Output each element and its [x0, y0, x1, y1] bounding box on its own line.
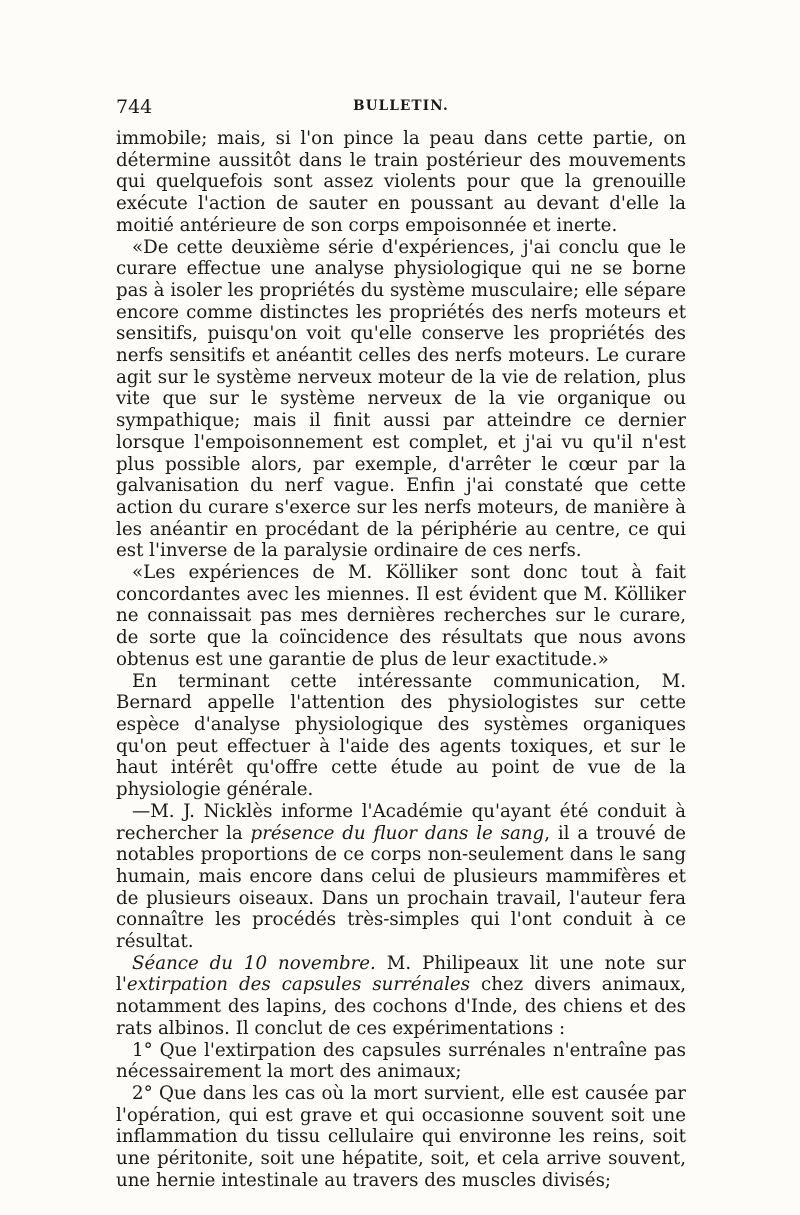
nickles-text-start: —M. J. Nicklès informe l'Académie qu'ayant été conduit à rechercher la — [116, 800, 686, 844]
philipeaux-text-start: M. Philipeaux lit une note sur l' — [116, 952, 686, 996]
paragraph-philipeaux — [116, 953, 686, 1040]
running-header — [116, 96, 686, 128]
paragraph-nickles — [116, 801, 686, 953]
nickles-emphasis: présence du fluor dans le sang — [250, 822, 545, 844]
paragraph-bernard: En terminant cette intéressante communication, M. Bernard appelle l'attention des physiologistes sur cette espèce d'analyse physiologique des systèmes organiques qu'on peut effectuer à l'aide des agents toxiques, et sur le haut intérêt qu'offre cette étude au point de vue de la physiologie générale. — [116, 670, 686, 801]
running-title: BULLETIN. — [353, 98, 449, 114]
philipeaux-emphasis: extirpation des capsules surrénales — [126, 974, 470, 996]
session-date: Séance du 10 novembre. — [132, 952, 376, 974]
paragraph-continuation: immobile; mais, si l'on pince la peau dans cette partie, on détermine aussitôt dans le train postérieur des mouvements qui quelquefois sont assez violents pour que la grenouille exécute l'action de sauter en poussant au devant d'elle la moitié antérieure de son corps empoisonnée et inerte. — [116, 128, 686, 236]
paragraph-curare-conclusion: «De cette deuxième série d'expériences, j'ai conclu que le curare effectue une analyse physiologique qui ne se borne pas à isoler les propriétés du système musculaire; elle sépare encore comme distinctes les propriétés des nerfs moteurs et sensitifs, puisqu'on voit qu'elle conserve les propriétés des nerfs sensitifs et anéantit celles des nerfs moteurs. Le curare agit sur le système nerveux moteur de la vie de relation, plus vite que sur le système nerveux de la vie organique ou sympathique; mais il finit aussi par atteindre ce dernier lorsque l'empoisonnement est complet, et j'ai vu qu'il n'est plus possible alors, par exemple, d'arrêter le cœur par la galvanisation du nerf vague. Enfin j'ai constaté que cette action du curare s'exerce sur les nerfs moteurs, de manière à les anéantir en procédant de la périphérie au centre, ce qui est l'inverse de la paralysie ordinaire de ces nerfs. — [116, 236, 686, 562]
conclusion-item-1: 1° Que l'extirpation des capsules surrénales n'entraîne pas nécessairement la mort des animaux; — [116, 1039, 686, 1083]
philipeaux-text-end: chez divers animaux, notamment des lapins, des cochons d'Inde, des chiens et des rats albinos. Il conclut de ces expérimentations : — [116, 974, 686, 1039]
body-text — [116, 128, 686, 1191]
page — [116, 96, 686, 1191]
conclusion-item-2: 2° Que dans les cas où la mort survient, elle est causée par l'opération, qui est grave et qui occasionne souvent soit une inflammation du tissu cellulaire qui environne les reins, soit une péritonite, soit une hépatite, soit, et cela arrive souvent, une hernie intestinale au travers des muscles divisés; — [116, 1082, 686, 1191]
paragraph-kolliker: «Les expériences de M. Kölliker sont donc tout à fait concordantes avec les miennes. Il est évident que M. Kölliker ne connaissait pas mes dernières recherches sur le curare, de sorte que la coïncidence des résultats que nous avons obtenus est une garantie de plus de leur exactitude.» — [116, 562, 686, 670]
page-number: 744 — [116, 96, 153, 118]
nickles-text-end: , il a trouvé de notables proportions de ce corps non-seulement dans le sang humain, mais encore dans celui de plusieurs mammifères et de plusieurs oiseaux. Dans un prochain travail, l'auteur fera connaître les procédés très-simples qui l'ont conduit à ce résultat. — [116, 822, 686, 953]
